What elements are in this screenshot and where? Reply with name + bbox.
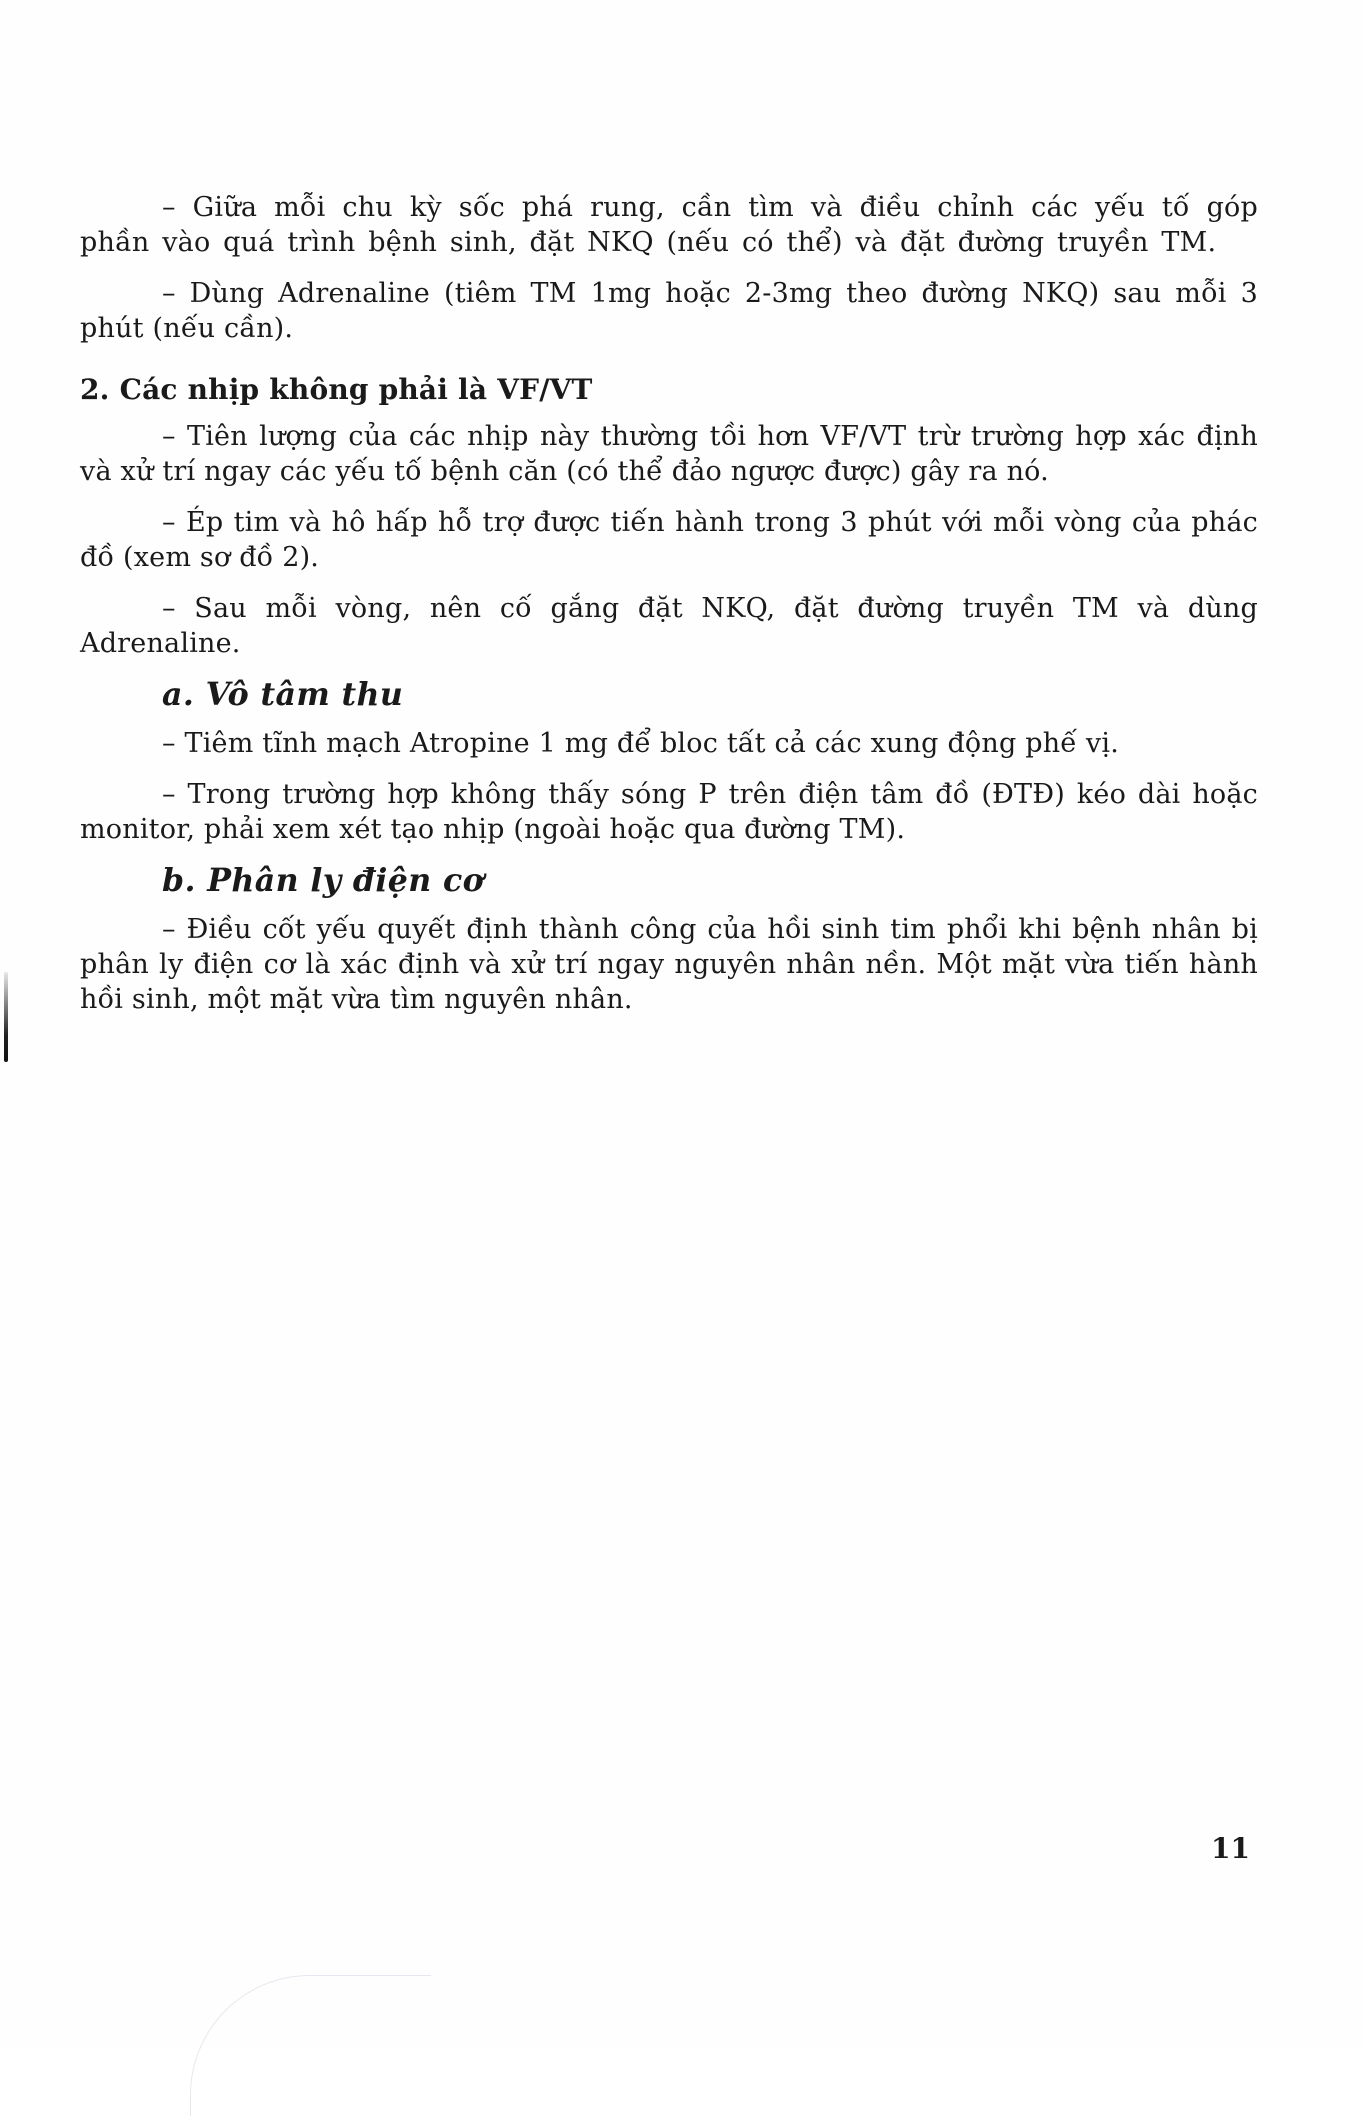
paragraph-cpr-cycle: – Ép tim và hô hấp hỗ trợ được tiến hành trong 3 phút với mỗi vòng của phác đồ (xem sơ đồ 2).	[80, 507, 1258, 573]
scan-binding-mark	[4, 972, 8, 1062]
page-body	[80, 190, 1258, 1033]
paragraph-prognosis: – Tiên lượng của các nhịp này thường tồi hơn VF/VT trừ trường hợp xác định và xử trí ngay các yếu tố bệnh căn (có thể đảo ngược được) gây ra nó.	[80, 421, 1258, 487]
page-number: 11	[1211, 1832, 1250, 1865]
paragraph-atropine: – Tiêm tĩnh mạch Atropine 1 mg để bloc tất cả các xung động phế vị.	[162, 728, 1119, 759]
paragraph-pea-cause: – Điều cốt yếu quyết định thành công của hồi sinh tim phổi khi bệnh nhân bị phân ly điện cơ là xác định và xử trí ngay nguyên nhân nền. Một mặt vừa tiến hành hồi sinh, một mặt vừa tìm nguyên nhân.	[80, 914, 1258, 1015]
section-heading-non-vf-vt: 2. Các nhịp không phải là VF/VT	[80, 373, 593, 406]
paragraph-pacing: – Trong trường hợp không thấy sóng P trên điện tâm đồ (ĐTĐ) kéo dài hoặc monitor, phải xem xét tạo nhịp (ngoài hoặc qua đường TM).	[80, 779, 1258, 845]
paragraph-after-each-cycle: – Sau mỗi vòng, nên cố gắng đặt NKQ, đặt đường truyền TM và dùng Adrenaline.	[80, 593, 1258, 659]
paragraph-defibrillation-cycle: – Giữa mỗi chu kỳ sốc phá rung, cần tìm và điều chỉnh các yếu tố góp phần vào quá trình bệnh sinh, đặt NKQ (nếu có thể) và đặt đường truyền TM.	[80, 192, 1258, 258]
subheading-asystole: a. Vô tâm thu	[162, 676, 404, 713]
subheading-pea: b. Phân ly điện cơ	[162, 862, 485, 899]
scan-show-through-mark	[190, 1975, 431, 2116]
paragraph-adrenaline-dose: – Dùng Adrenaline (tiêm TM 1mg hoặc 2-3mg theo đường NKQ) sau mỗi 3 phút (nếu cần).	[80, 278, 1258, 344]
